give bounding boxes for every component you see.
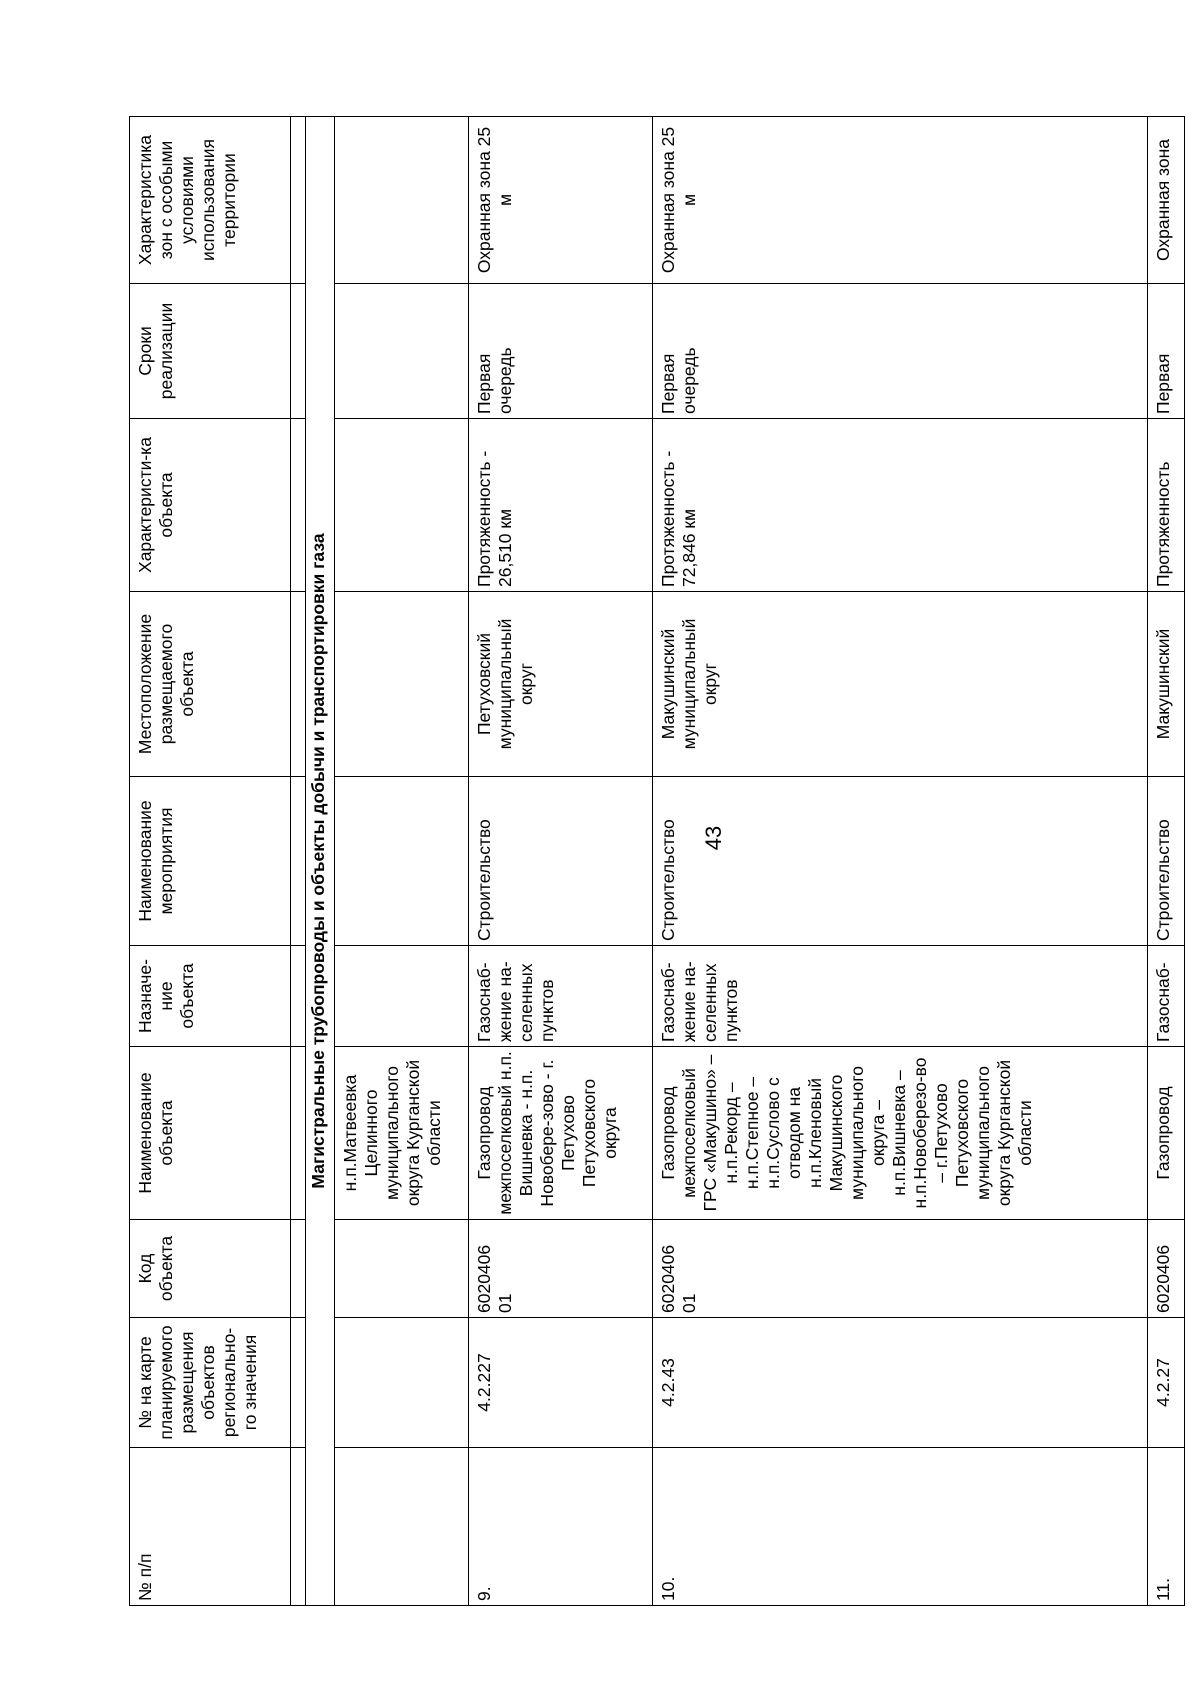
row-num: 9. — [469, 1448, 653, 1606]
row-code: 6020406 — [1148, 1220, 1185, 1318]
header-name: Наименование объекта — [130, 1047, 291, 1220]
row-code: 6020406 01 — [469, 1220, 653, 1318]
header-num: № п/п — [130, 1448, 291, 1606]
row-purpose: Газоснаб- — [1148, 946, 1185, 1047]
table-header-row — [130, 117, 291, 1606]
separator-row — [291, 117, 306, 1606]
header-term: Сроки реализации — [130, 284, 291, 419]
rotated-table — [129, 117, 1173, 1606]
header-zone: Характеристика зон с особыми условиями использования территории — [130, 117, 291, 284]
row-event: Строительство — [1148, 777, 1185, 946]
row-zone: Охранная зона 25 м — [653, 117, 1148, 284]
row-characteristic: Протяженность - 72,846 км — [653, 419, 1148, 592]
row-map-number: 4.2.27 — [1148, 1318, 1185, 1448]
row-event: Строительство — [653, 777, 1148, 946]
row-term: Первая очередь — [653, 284, 1148, 419]
row-location: Макушинский — [1148, 592, 1185, 777]
row-term: Первая — [1148, 284, 1185, 419]
row-name: Газопровод межпоселковый ГРС «Макушино» – н.п.Рекорд – н.п.Степное – н.п.Суслово с отводом на н.п.Кленовый Макушинского муниципального округа – н.п.Вишневка – н.п.Новоберезо-во – г.Петухово Петуховского муниципального округа Курганской области — [653, 1047, 1148, 1220]
header-characteristic: Характеристи-ка объекта — [130, 419, 291, 592]
continued-object-name: н.п.Матвеевка Целинного муниципального округа Курганской области — [335, 1047, 469, 1220]
page-number: 43 — [701, 825, 726, 851]
section-row — [306, 117, 335, 1606]
row-event: Строительство — [469, 777, 653, 946]
header-code: Код объекта — [130, 1220, 291, 1318]
header-purpose: Назначе-ние объекта — [130, 946, 291, 1047]
row-characteristic: Протяженность — [1148, 419, 1185, 592]
table-container — [129, 117, 1173, 1606]
row-code: 6020406 01 — [653, 1220, 1148, 1318]
row-map-number: 4.2.43 — [653, 1318, 1148, 1448]
row-characteristic: Протяженность - 26,510 км — [469, 419, 653, 592]
header-location: Местоположение размещаемого объекта — [130, 592, 291, 777]
table-row — [1148, 117, 1185, 1606]
row-purpose: Газоснаб-жение на-селенных пунктов — [469, 946, 653, 1047]
row-name: Газопровод межпоселковый н.п. Вишневка - н.п. Новобере-зово - г. Петухово Петуховского округа — [469, 1047, 653, 1220]
row-num: 10. — [653, 1448, 1148, 1606]
header-event: Наименование мероприятия — [130, 777, 291, 946]
section-title: Магистральные трубопроводы и объекты добычи и транспортировки газа — [306, 117, 335, 1606]
objects-table — [129, 116, 1185, 1606]
table-row — [469, 117, 653, 1606]
header-map-number: № на карте планируемого размещения объектов регионально-го значения — [130, 1318, 291, 1448]
row-map-number: 4.2.227 — [469, 1318, 653, 1448]
row-zone: Охранная зона — [1148, 117, 1185, 284]
row-num: 11. — [1148, 1448, 1185, 1606]
row-zone: Охранная зона 25 м — [469, 117, 653, 284]
row-name: Газопровод — [1148, 1047, 1185, 1220]
row-location: Макушинский муниципальный округ — [653, 592, 1148, 777]
row-purpose: Газоснаб-жение на-селенных пунктов — [653, 946, 1148, 1047]
row-location: Петуховский муниципальный округ — [469, 592, 653, 777]
table-row — [335, 117, 469, 1606]
row-term: Первая очередь — [469, 284, 653, 419]
table-row — [653, 117, 1148, 1606]
